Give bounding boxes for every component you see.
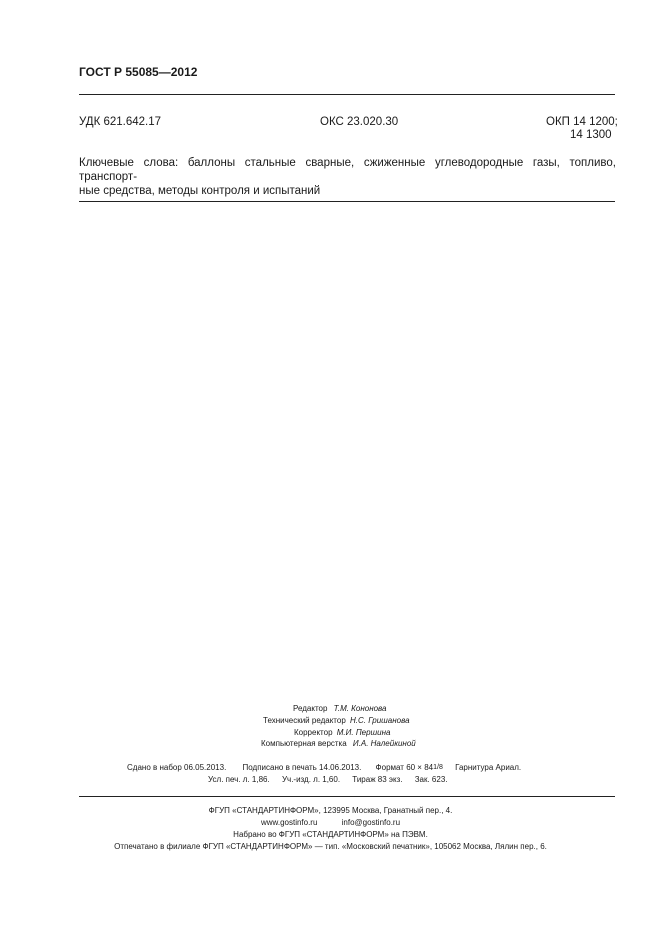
credit-proofreader	[294, 727, 390, 738]
proofreader-label: Корректор	[294, 728, 333, 737]
okp-code	[546, 116, 618, 142]
okp-line-2: 14 1300	[570, 129, 612, 141]
tech-editor-name: Н.С. Гришанова	[350, 716, 410, 725]
publisher-divider	[79, 796, 615, 797]
editor-label: Редактор	[293, 704, 328, 713]
oks-code: ОКС 23.020.30	[320, 116, 399, 128]
credit-tech-editor	[263, 715, 410, 726]
keywords-line-2: ные средства, методы контроля и испытаний	[79, 185, 321, 197]
layout-label: Компьютерная верстка	[261, 739, 347, 748]
signed-date: Подписано в печать 14.06.2013.	[242, 763, 362, 772]
tech-editor-label: Технический редактор	[263, 716, 346, 725]
publishing-sheets: Уч.-изд. л. 1,60.	[281, 775, 341, 784]
udk-code: УДК 621.642.17	[79, 116, 162, 128]
print-info-row-2	[208, 774, 448, 785]
font-info: Гарнитура Ариал.	[455, 763, 522, 772]
okp-line-1: ОКП 14 1200;	[546, 116, 618, 128]
top-divider	[79, 94, 615, 95]
credit-layout	[261, 738, 416, 749]
publisher-contacts	[0, 818, 661, 827]
print-sheets: Усл. печ. л. 1,86.	[208, 775, 270, 784]
publisher-address: ФГУП «СТАНДАРТИНФОРМ», 123995 Москва, Гранатный пер., 4.	[208, 806, 453, 815]
submitted-date: Сдано в набор 06.05.2013.	[127, 763, 227, 772]
printing-note: Отпечатано в филиале ФГУП «СТАНДАРТИНФОРМ» — тип. «Московский печатник», 105062 Москва, Лялин пер., 6.	[114, 842, 547, 851]
format-label: Формат 60 × 84	[375, 763, 434, 772]
typesetting-note: Набрано во ФГУП «СТАНДАРТИНФОРМ» на ПЭВМ.	[233, 830, 428, 839]
keywords-divider	[79, 201, 615, 202]
publisher-email[interactable]: info@gostinfo.ru	[341, 818, 401, 827]
keywords-line-1: Ключевые слова: баллоны стальные сварные, сжиженные углеводородные газы, топливо, транспорт-	[79, 157, 616, 183]
credit-editor	[293, 703, 387, 714]
layout-name: И.А. Налейкиной	[352, 739, 416, 748]
keywords	[79, 156, 616, 198]
order-number: Зак. 623.	[414, 775, 448, 784]
publisher-website[interactable]: www.gostinfo.ru	[260, 818, 318, 827]
editor-name: Т.М. Кононова	[333, 704, 387, 713]
print-info-row-1	[127, 762, 521, 773]
standard-code: ГОСТ Р 55085—2012	[79, 65, 198, 79]
format-fraction: 1/8	[433, 764, 443, 771]
proofreader-name: М.И. Першина	[336, 728, 391, 737]
circulation: Тираж 83 экз.	[352, 775, 403, 784]
